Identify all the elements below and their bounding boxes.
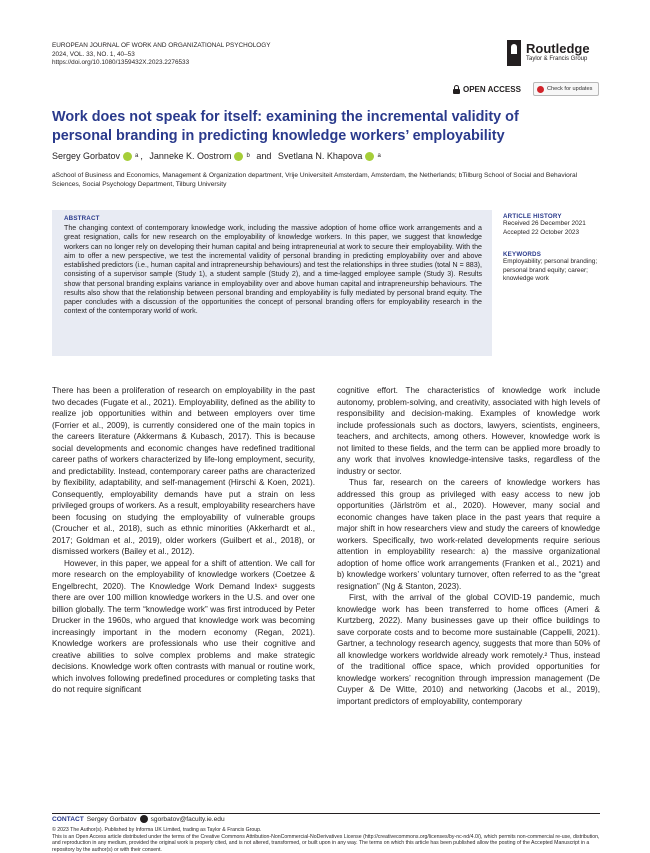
history-accepted: Accepted 22 October 2023 [503, 228, 580, 236]
contact-label: CONTACT [52, 815, 84, 823]
copyright-line: © 2023 The Author(s). Published by Informa UK Limited, trading as Taylor & Francis Group. [52, 827, 262, 833]
contact-email[interactable]: sgorbatov@faculty.ie.edu [150, 815, 225, 823]
author-affil-sup: b [246, 153, 250, 159]
keywords-text: Employability; personal branding; personal brand equity; career; knowledge work [503, 258, 598, 283]
author-name[interactable]: Janneke K. Oostrom [149, 151, 232, 161]
affiliations: aSchool of Business and Economics, Management & Organization department, Vrije Universiteit Amsterdam, Amsterdam, the Netherlands; bTilburg School of Social and Behavioral Sciences, Social Psychology Department, Tilburg University [52, 172, 578, 189]
article-history [503, 213, 603, 237]
author-separator: and [256, 151, 272, 161]
body-paragraph: Thus far, research on the careers of knowledge workers has addressed this group as privileged with easy access to new job opportunities (Järlström et al., 2020). However, many social and economic changes have taken place in the past years that require a major shift in how researchers view and study the careers of knowledge workers. Specifically, two work-related developments require serious attention in employability research: a) the massive organizational adoption of home office work arrangements (Franken et al., 2021) and b) knowledge workers’ voluntary turnover, often referred to as the “great resignation” (Ng & Stanton, 2023). [337, 478, 600, 591]
journal-name: EUROPEAN JOURNAL OF WORK AND ORGANIZATIONAL PSYCHOLOGY [52, 42, 271, 49]
crossmark-icon [537, 86, 544, 93]
contact-name: Sergey Gorbatov [86, 815, 137, 823]
author-affil-sup: a [377, 153, 381, 159]
body-column-left [52, 385, 315, 696]
body-paragraph: However, in this paper, we appeal for a shift of attention. We call for more research on the employability of knowledge workers (Coetzee & Engelbrecht, 2020). The Knowledge Work Demand Index¹ suggests there are over 100 million knowledge workers in the U.S. and over one billion globally. The term “knowledge work” was first introduced by Peter Drucker in the 1960s, who argued that knowledge work was becoming increasingly important in the modern economy (Regan, 2021). Knowledge workers are professionals who use their cognitive and creative abilities to solve complex problems and make strategic decisions. Knowledge work often contrasts with manual or routine work, which involves following predefined procedures or completing tasks that do not require significant [52, 558, 315, 694]
open-access-badge [453, 85, 521, 94]
history-heading: ARTICLE HISTORY [503, 213, 562, 220]
license-notice [52, 827, 600, 853]
abstract-box [52, 210, 492, 356]
body-paragraph: First, with the arrival of the global COVID-19 pandemic, much knowledge work has been transferred to home offices (Ameri & Kurtzberg, 2022). Many businesses gave up their office buildings to save corporate costs and to become more sustainable (Cappelli, 2021). Gartner, a technology research agency, suggests that more than 50% of all knowledge workers worldwide already work remotely.² Thus, instead of the traditional office space, which provided opportunities for knowledge workers’ recognition through impression management (De Cuyper & De Witte, 2010) and networking (Jacobs et al., 2019), important predictors of employability, contemporary [337, 593, 600, 706]
publisher-logo [507, 40, 617, 70]
history-received: Received 26 December 2021 [503, 220, 586, 227]
check-updates-button[interactable] [533, 82, 599, 96]
abstract-text: The changing context of contemporary knowledge work, including the massive adoption of home office work arrangements and a great resignation, calls for new research on the employability of knowledge workers. In this paper, we suggest that knowledge workers can no longer rely on developing their human capital and being intrapreneurial at work to secure their employability. With the aim to offer a new perspective, we test the incremental validity of personal branding in predicting employability over and above established predictors (i.e., human capital and intrapreneurship behaviours) and test the relationships in three studies (total N = 883), consisting of a supervisor sample (Study 1), a student sample (Study 2), and a time-lagged employee sample (Study 3). Results show that personal branding explains variance in employability over and above human capital and intrapreneurship behaviours. The results also show that the relationship between personal branding and employability is fully mediated by personal brand equity. The paper concludes with a discussion of the opportunities the concept of personal branding offers for employability research in the context of the contemporary world of work. [64, 224, 482, 316]
author-name[interactable]: Sergey Gorbatov [52, 151, 121, 161]
license-text: This is an Open Access article distributed under the terms of the Creative Commons Attribution-NonCommercial-NoDerivatives License (http://creativecommons.org/licenses/by-nc-nd/4.0/), which permits non-commercial re-use, distribution, and reproduction in any medium, provided the original work is properly cited, and is not altered, transformed, or built upon in any way. The terms on which this article has been published allow the posting of the Accepted Manuscript in a repository by the author(s) or with their consent. [52, 833, 600, 853]
journal-volume: 2024, VOL. 33, NO. 1, 40–53 [52, 50, 135, 58]
author-list [52, 151, 381, 161]
open-access-label: OPEN ACCESS [463, 85, 521, 94]
author-affil-sup: a [135, 153, 139, 159]
author-separator: , [140, 151, 143, 161]
publisher-sub: Taylor & Francis Group [526, 56, 588, 62]
author-name[interactable]: Svetlana N. Khapova [277, 151, 363, 161]
article-title: Work does not speak for itself: examining the incremental validity of personal branding in predicting knowledge workers’ employability [52, 109, 519, 144]
open-lock-icon [453, 85, 460, 94]
journal-doi[interactable]: https://doi.org/10.1080/1359432X.2023.2276533 [52, 59, 190, 67]
email-icon [140, 815, 148, 823]
abstract-heading: ABSTRACT [64, 215, 100, 222]
keywords [503, 251, 599, 284]
keywords-heading: KEYWORDS [503, 251, 542, 258]
contact-line [52, 815, 225, 823]
footer-rule [52, 813, 600, 814]
orcid-icon[interactable] [365, 152, 374, 161]
body-paragraph: There has been a proliferation of research on employability in the past two decades (Fugate et al., 2021). Employability, defined as the ability to realize job opportunities within and between employers over time (Forrier et al., 2009), is currently considered one of the main topics in the careers literature (Akkermans & Kubasch, 2017). This is because social developments and economic changes have redefined traditional career paths of workers characterized by life-long employment, security, and predictability. Instead, contemporary career paths are characterized by flexibility, adaptability, and self-management (Hirschi & Koen, 2021). Consequently, employability demands have put a strain on less privileged groups of workers. As a result, employability researchers have been focusing on studying the employability of vulnerable groups (Croucher et al., 2018), such as ethnic minorities (Akkerhardt et al., 2017; Goldman et al., 2019), older workers (Guilbert et al., 2018), or dismissed workers (Bailey et al., 2012). [52, 386, 315, 556]
journal-header [52, 42, 271, 68]
orcid-icon[interactable] [234, 152, 243, 161]
check-updates-label: Check for updates [547, 86, 593, 92]
routledge-logo-icon [507, 40, 521, 66]
orcid-icon[interactable] [123, 152, 132, 161]
body-paragraph: cognitive effort. The characteristics of knowledge work include autonomy, problem-solving, and creativity, associated with high levels of responsibility and decision-making. Examples of knowledge work include professionals such as doctors, lawyers, scientists, engineers, teachers, and architects, among others. However, knowledge work is not limited to these fields, and the term can be applied more broadly to any work that involves knowledge-intensive tasks, regardless of the industry or sector. [337, 386, 600, 476]
body-column-right [337, 385, 600, 707]
publisher-name: Routledge [526, 41, 590, 56]
